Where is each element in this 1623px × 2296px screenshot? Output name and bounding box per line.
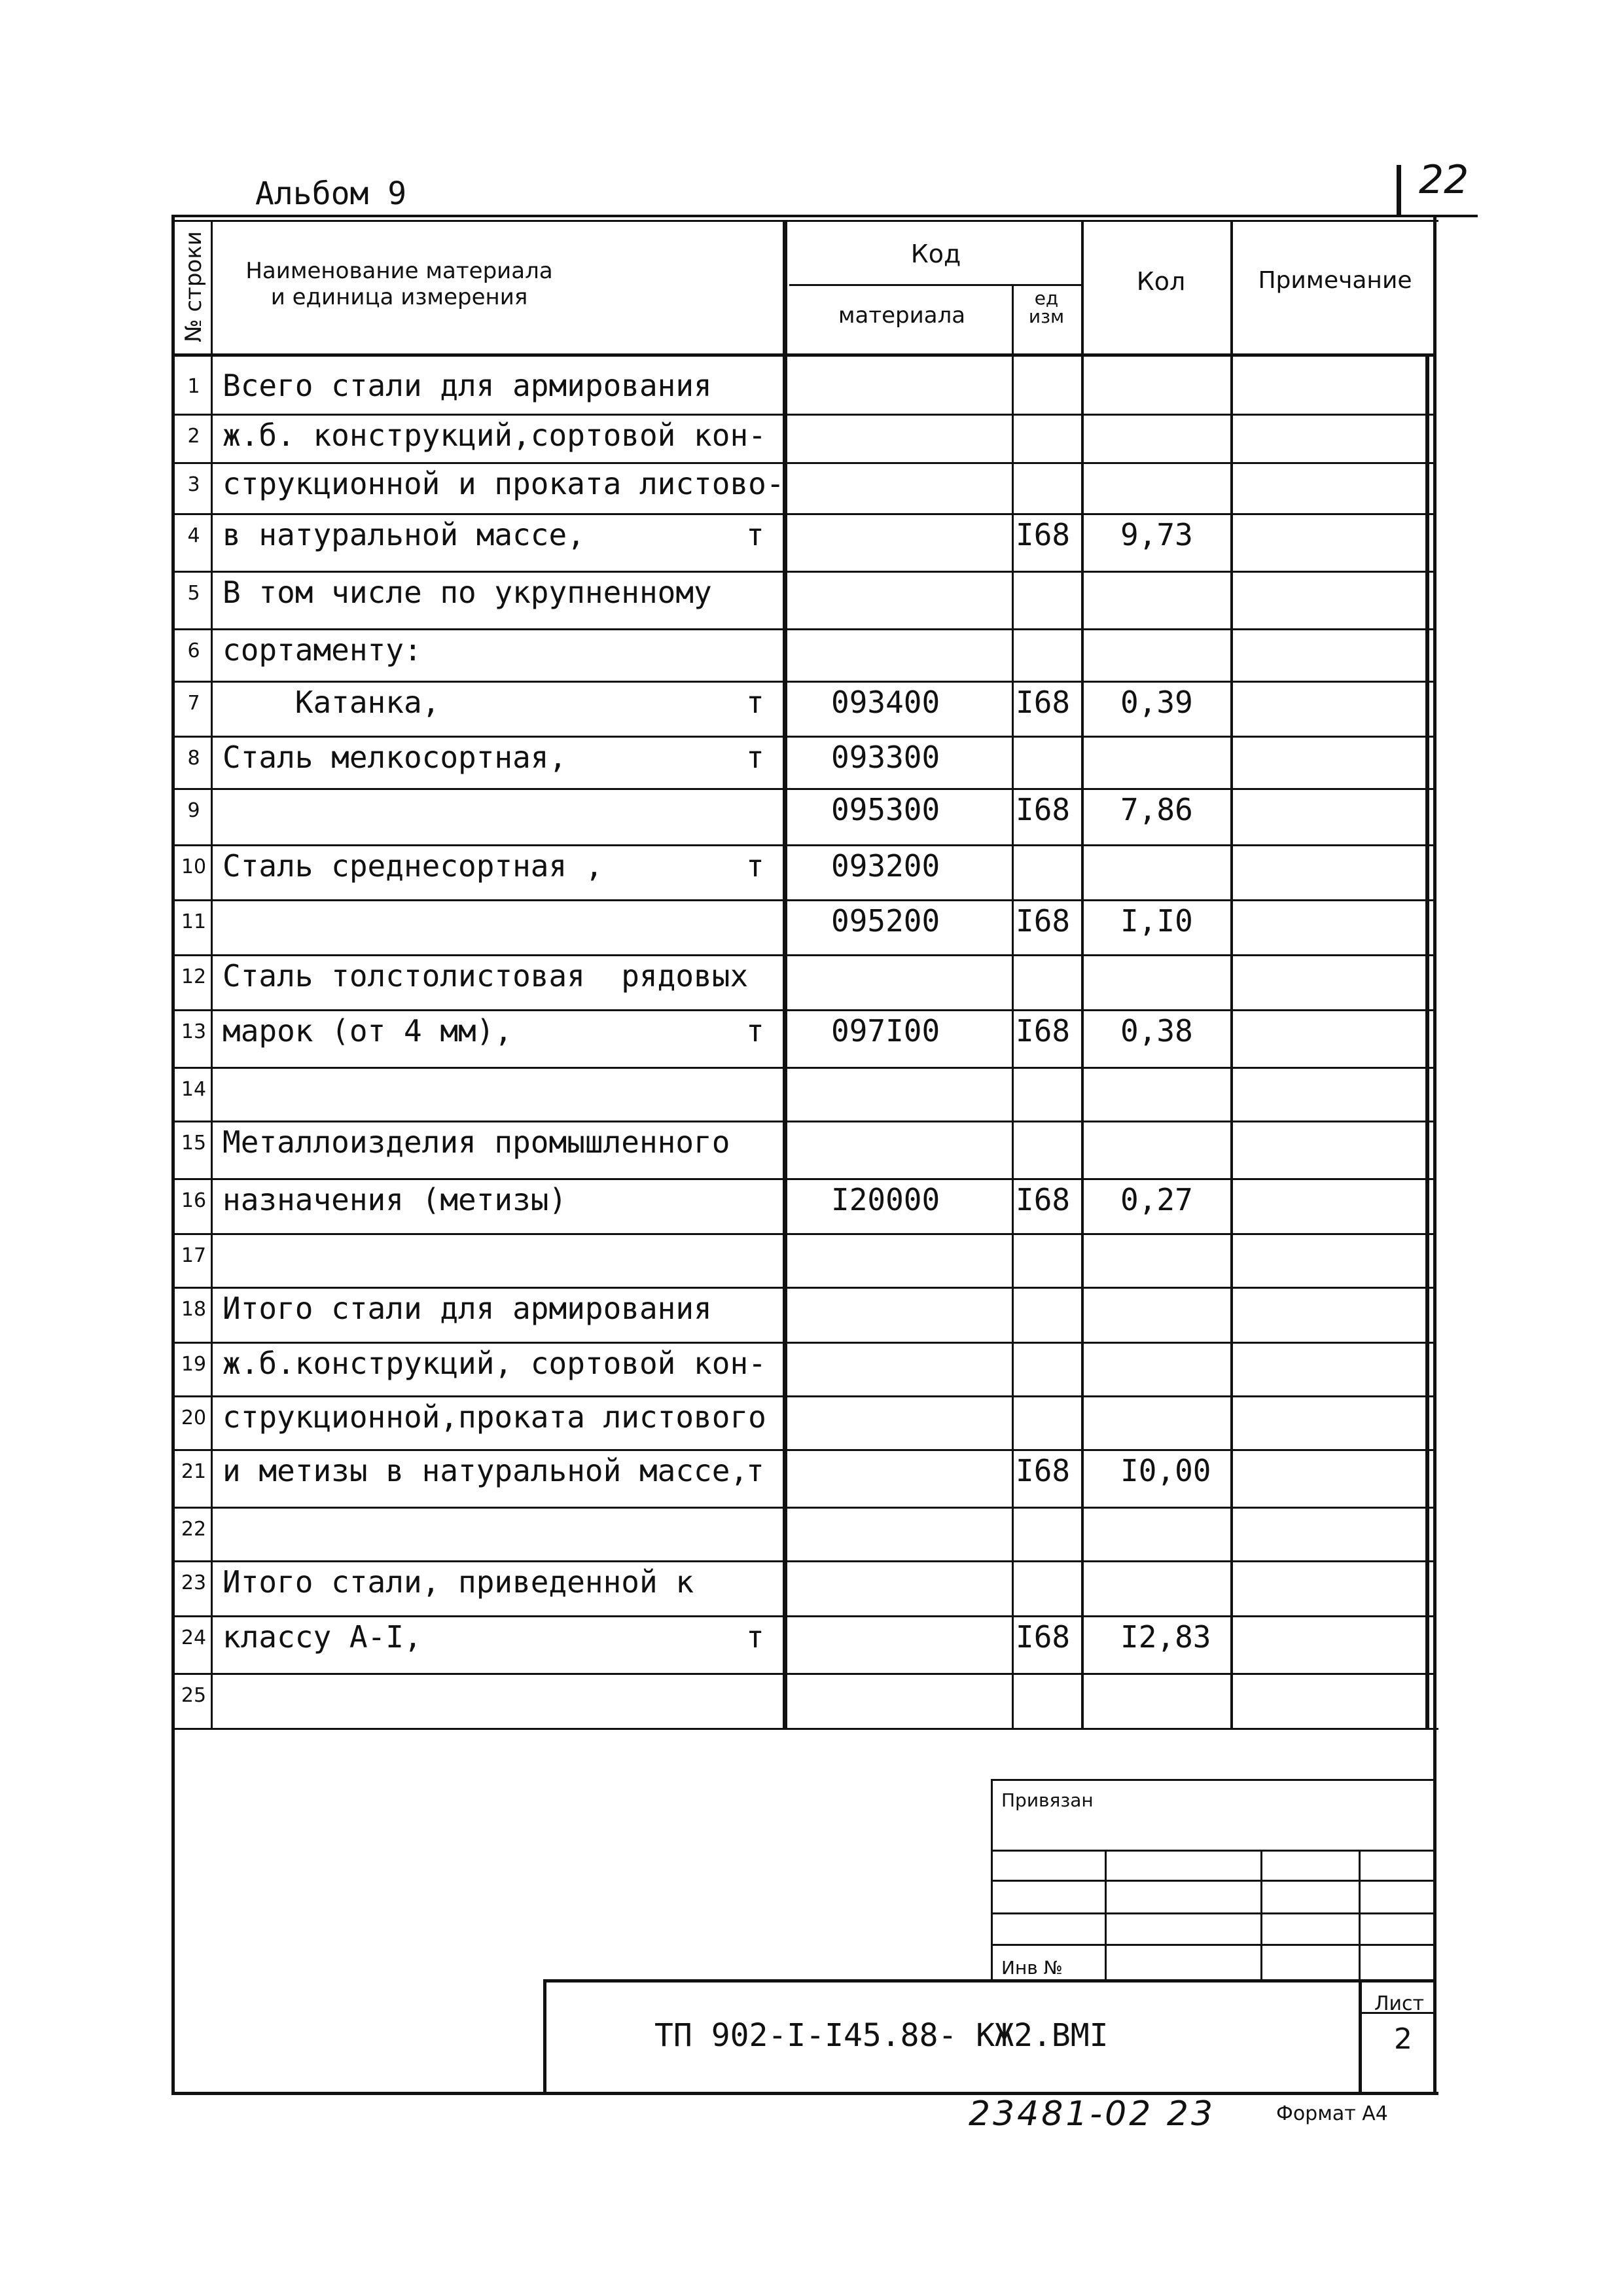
row-number: 3 [187, 473, 200, 496]
format-label: Формат А4 [1276, 2102, 1388, 2125]
frame-right [1433, 215, 1436, 2094]
table-row-rule [171, 1673, 1433, 1675]
quantity: 0,39 [1120, 685, 1193, 720]
stamp-divider [1260, 1850, 1262, 1981]
unit-code: I68 [1016, 903, 1071, 939]
table-row-rule [171, 788, 1433, 790]
material-name: Сталь мелкосортная, [223, 740, 567, 775]
table-row-rule [171, 1121, 1433, 1122]
row-number: 11 [181, 910, 207, 933]
material-code: 095300 [831, 792, 940, 827]
table-row-rule [171, 1342, 1433, 1344]
quantity: I,I0 [1120, 903, 1193, 939]
unit-code: I68 [1016, 1619, 1071, 1655]
row-number: 15 [181, 1132, 207, 1155]
row-number: 7 [187, 692, 200, 715]
table-col-rule [1012, 284, 1014, 1728]
table-row-rule [171, 513, 1433, 515]
unit-code: I68 [1016, 685, 1071, 720]
material-name: в натуральной массе, [223, 517, 585, 552]
table-row-rule [171, 954, 1433, 956]
table-row-rule [171, 628, 1433, 630]
table-row-rule [171, 1615, 1433, 1617]
material-name: ж.б.конструкций, сортовой кон- [223, 1346, 766, 1381]
sheet-label: Лист [1374, 1992, 1425, 2015]
material-name: Катанка, [223, 685, 440, 720]
inv-no-label: Инв № [1001, 1957, 1063, 1979]
row-number: 18 [181, 1298, 207, 1321]
unit-label: т [746, 1013, 764, 1049]
material-name: струкционной и проката листово- [223, 466, 785, 501]
row-number: 2 [187, 425, 200, 448]
unit-code: I68 [1016, 517, 1071, 552]
table-row-rule [171, 681, 1433, 683]
table-row-rule [171, 1178, 1433, 1180]
quantity: 0,27 [1120, 1182, 1193, 1217]
row-number: 1 [187, 375, 200, 398]
material-name: В том числе по укрупненному [223, 575, 712, 610]
material-code: 093300 [831, 740, 940, 775]
unit-label: т [746, 685, 764, 720]
stamp-divider [991, 1779, 1433, 1781]
unit-label: т [746, 1453, 764, 1488]
quantity: I2,83 [1120, 1619, 1211, 1655]
table-row-rule [171, 844, 1433, 846]
unit-label: т [746, 740, 764, 775]
material-code: 093400 [831, 685, 940, 720]
row-number: 12 [181, 965, 207, 988]
material-name: сортаменту: [223, 632, 422, 668]
material-name: Всего стали для армирования [223, 368, 712, 403]
table-row-rule [171, 1395, 1433, 1397]
quantity: 9,73 [1120, 517, 1193, 552]
unit-label: т [746, 1619, 764, 1655]
row-number: 25 [181, 1684, 207, 1707]
stamp-divider [543, 1979, 546, 2094]
album-label: Альбом 9 [255, 175, 407, 212]
table-col-rule [1425, 353, 1429, 1728]
row-number: 24 [181, 1626, 207, 1649]
material-name: Итого стали, приведенной к [223, 1564, 694, 1600]
frame-left [171, 215, 175, 2094]
stamp-divider [1359, 1979, 1362, 2094]
table-row-rule [171, 571, 1433, 573]
table-col-rule [1230, 220, 1233, 1728]
row-number: 4 [187, 524, 200, 547]
material-name: марок (от 4 мм), [223, 1013, 513, 1049]
table-row-rule [171, 1067, 1433, 1069]
sheet-value: 2 [1394, 2022, 1412, 2056]
sheet-number-bar [1397, 165, 1401, 216]
table-row-rule [171, 1560, 1433, 1562]
material-name: Сталь толстолистовая рядовых [223, 958, 749, 994]
table-row-rule [171, 462, 1433, 464]
document-code: ТП 902-I-I45.88- КЖ2.ВМI [654, 2017, 1109, 2054]
col-header-row-no: № строки [181, 231, 207, 342]
stamp-divider [1105, 1850, 1107, 1981]
row-number: 22 [181, 1518, 207, 1541]
row-number: 9 [187, 799, 200, 822]
table-row-rule [171, 414, 1433, 416]
col-header-qty: Кол [1136, 267, 1186, 296]
table-row-rule [171, 1287, 1433, 1289]
row-number: 14 [181, 1078, 207, 1101]
frame-bottom [171, 2092, 1438, 2095]
material-code: 097I00 [831, 1013, 940, 1049]
row-number: 21 [181, 1460, 207, 1483]
table-row-rule [171, 353, 1433, 357]
material-name: Сталь среднесортная , [223, 848, 603, 884]
unit-code: I68 [1016, 792, 1071, 827]
row-number: 17 [181, 1244, 207, 1267]
col-header-code-unit: ед изм [1028, 287, 1065, 327]
row-number: 13 [181, 1020, 207, 1043]
privyazan-label: Привязан [1001, 1789, 1094, 1811]
stamp-divider [543, 1979, 1433, 1982]
quantity: 7,86 [1120, 792, 1193, 827]
stamp-divider [991, 1880, 1433, 1882]
unit-label: т [746, 848, 764, 884]
table-row-rule [171, 1507, 1433, 1509]
material-code: 093200 [831, 848, 940, 884]
table-row-rule [171, 899, 1433, 901]
row-number: 5 [187, 582, 200, 605]
material-name: струкционной,проката листового [223, 1399, 766, 1435]
unit-code: I68 [1016, 1182, 1071, 1217]
table-col-rule [783, 220, 787, 1728]
stamp-divider [991, 1944, 1433, 1946]
stamp-divider [1359, 1850, 1361, 1981]
material-code: 095200 [831, 903, 940, 939]
quantity: I0,00 [1120, 1453, 1211, 1488]
table-bottom-rule [171, 1728, 1438, 1730]
material-name: назначения (метизы) [223, 1182, 567, 1217]
row-number: 6 [187, 639, 200, 662]
material-name: Металлоизделия промышленного [223, 1124, 730, 1160]
material-name: классу А-I, [223, 1619, 422, 1655]
table-row-rule [171, 1009, 1433, 1011]
row-number: 10 [181, 855, 207, 878]
material-name: Итого стали для армирования [223, 1291, 712, 1326]
col-header-code-material: материала [838, 302, 966, 329]
unit-label: т [746, 517, 764, 552]
material-code: I20000 [831, 1182, 940, 1217]
header-rule [171, 215, 1391, 217]
col-header-name: Наименование материала и единица измерения [245, 258, 553, 310]
sheet-number: 22 [1419, 157, 1469, 203]
footer-number: 23481-02 23 [969, 2094, 1216, 2134]
material-name: ж.б. конструкций,сортовой кон- [223, 418, 766, 453]
material-name: и метизы в натуральной массе, [223, 1453, 749, 1488]
stamp-divider [991, 1850, 1433, 1852]
table-row-rule [171, 1233, 1433, 1235]
stamp-divider [991, 1912, 1433, 1914]
row-number: 8 [187, 747, 200, 770]
table-row-rule [171, 1449, 1433, 1451]
row-number: 16 [181, 1189, 207, 1212]
unit-code: I68 [1016, 1013, 1071, 1049]
row-number: 19 [181, 1353, 207, 1376]
row-number: 20 [181, 1407, 207, 1429]
unit-code: I68 [1016, 1453, 1071, 1488]
table-col-rule [1081, 220, 1084, 1728]
code-subheader-rule [789, 284, 1081, 286]
table-row-rule [171, 220, 1438, 222]
col-header-note: Примечание [1258, 267, 1412, 294]
row-number: 23 [181, 1571, 207, 1594]
col-header-code: Код [910, 240, 961, 268]
quantity: 0,38 [1120, 1013, 1193, 1049]
table-row-rule [171, 736, 1433, 738]
